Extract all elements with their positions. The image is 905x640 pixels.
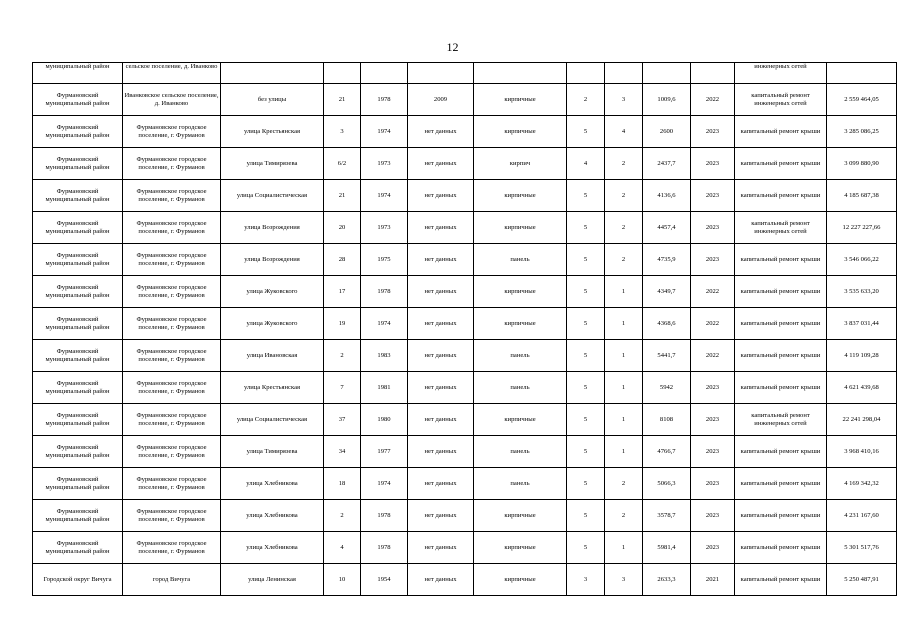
cell-cost: 12 227 227,66 bbox=[827, 212, 897, 244]
cell-cost: 3 285 086,25 bbox=[827, 116, 897, 148]
cell-settlement: Фурмановское городское поселение, г. Фурманов bbox=[123, 308, 221, 340]
cell-year-built: 1974 bbox=[361, 308, 408, 340]
cell-total-area: 2633,3 bbox=[643, 564, 691, 596]
cell-year-commissioned: нет данных bbox=[408, 340, 474, 372]
cell-house-number: 2 bbox=[324, 500, 361, 532]
cell-entrances: 2 bbox=[605, 180, 643, 212]
cell-house-number: 21 bbox=[324, 180, 361, 212]
cell-area: Фурмановский муниципальный район bbox=[33, 276, 123, 308]
cell-area: Фурмановский муниципальный район bbox=[33, 180, 123, 212]
cell-work-type: капитальный ремонт крыши bbox=[735, 372, 827, 404]
cell-cost: 5 250 487,91 bbox=[827, 564, 897, 596]
table-row bbox=[33, 372, 897, 404]
cell-year-commissioned: нет данных bbox=[408, 404, 474, 436]
cell-year-commissioned: нет данных bbox=[408, 148, 474, 180]
cell-settlement: Фурмановское городское поселение, г. Фурманов bbox=[123, 212, 221, 244]
cell-plan-year: 2023 bbox=[691, 500, 735, 532]
cell-year-built: 1975 bbox=[361, 244, 408, 276]
cell-area: муниципальный район bbox=[33, 63, 123, 84]
cell-house-number: 28 bbox=[324, 244, 361, 276]
cell-street: улица Хлебникова bbox=[221, 500, 324, 532]
cell-entrances: 1 bbox=[605, 276, 643, 308]
cell-street: улица Ивановская bbox=[221, 340, 324, 372]
cell-wall-material: кирпичные bbox=[474, 276, 567, 308]
cell-cost: 2 559 464,05 bbox=[827, 84, 897, 116]
cell-house-number: 6/2 bbox=[324, 148, 361, 180]
cell-settlement: Фурмановское городское поселение, г. Фурманов bbox=[123, 340, 221, 372]
cell-year-built: 1973 bbox=[361, 212, 408, 244]
cell-work-type: инженерных сетей bbox=[735, 63, 827, 84]
cell-area: Фурмановский муниципальный район bbox=[33, 84, 123, 116]
cell-work-type: капитальный ремонт инженерных сетей bbox=[735, 212, 827, 244]
cell-work-type: капитальный ремонт крыши bbox=[735, 532, 827, 564]
table-row bbox=[33, 84, 897, 116]
table-row bbox=[33, 500, 897, 532]
cell-area: Фурмановский муниципальный район bbox=[33, 212, 123, 244]
cell-total-area: 4349,7 bbox=[643, 276, 691, 308]
cell-year-commissioned: нет данных bbox=[408, 276, 474, 308]
table-row bbox=[33, 404, 897, 436]
cell-wall-material: кирпичные bbox=[474, 116, 567, 148]
cell-house-number: 17 bbox=[324, 276, 361, 308]
table-row bbox=[33, 564, 897, 596]
cell-settlement: Фурмановское городское поселение, г. Фурманов bbox=[123, 500, 221, 532]
cell-entrances: 1 bbox=[605, 436, 643, 468]
cell-settlement: Фурмановское городское поселение, г. Фурманов bbox=[123, 436, 221, 468]
cell-floors: 5 bbox=[567, 308, 605, 340]
cell-floors: 5 bbox=[567, 500, 605, 532]
cell-year-built: 1974 bbox=[361, 180, 408, 212]
cell-work-type: капитальный ремонт крыши bbox=[735, 116, 827, 148]
cell-wall-material: кирпичные bbox=[474, 404, 567, 436]
cell-floors: 3 bbox=[567, 564, 605, 596]
cell-year-commissioned: нет данных bbox=[408, 500, 474, 532]
cell-work-type: капитальный ремонт крыши bbox=[735, 436, 827, 468]
cell-floors: 5 bbox=[567, 532, 605, 564]
cell-area: Фурмановский муниципальный район bbox=[33, 340, 123, 372]
cell-cost: 22 241 298,04 bbox=[827, 404, 897, 436]
cell-total-area: 4457,4 bbox=[643, 212, 691, 244]
cell-street: улица Тимирязева bbox=[221, 148, 324, 180]
cell-year-commissioned: нет данных bbox=[408, 308, 474, 340]
cell-house-number: 7 bbox=[324, 372, 361, 404]
cell-cost: 4 621 439,68 bbox=[827, 372, 897, 404]
cell-work-type: капитальный ремонт крыши bbox=[735, 148, 827, 180]
cell-year-commissioned: нет данных bbox=[408, 564, 474, 596]
cell-total-area: 5981,4 bbox=[643, 532, 691, 564]
cell-plan-year: 2022 bbox=[691, 308, 735, 340]
cell-year-built: 1978 bbox=[361, 276, 408, 308]
cell-settlement: Фурмановское городское поселение, г. Фурманов bbox=[123, 148, 221, 180]
cell-entrances: 3 bbox=[605, 564, 643, 596]
cell-year-built: 1954 bbox=[361, 564, 408, 596]
cell-settlement: Фурмановское городское поселение, г. Фурманов bbox=[123, 244, 221, 276]
cell-floors: 5 bbox=[567, 372, 605, 404]
cell-cost: 3 535 633,20 bbox=[827, 276, 897, 308]
cell-wall-material: панель bbox=[474, 340, 567, 372]
cell-entrances: 1 bbox=[605, 372, 643, 404]
cell-settlement: Фурмановское городское поселение, г. Фурманов bbox=[123, 372, 221, 404]
cell-floors: 5 bbox=[567, 468, 605, 500]
cell-floors: 4 bbox=[567, 148, 605, 180]
cell-plan-year bbox=[691, 63, 735, 84]
cell-year-built: 1974 bbox=[361, 116, 408, 148]
cell-house-number: 3 bbox=[324, 116, 361, 148]
table-row bbox=[33, 63, 897, 84]
cell-work-type: капитальный ремонт инженерных сетей bbox=[735, 84, 827, 116]
cell-area: Фурмановский муниципальный район bbox=[33, 244, 123, 276]
cell-entrances: 4 bbox=[605, 116, 643, 148]
cell-entrances: 2 bbox=[605, 468, 643, 500]
cell-floors: 5 bbox=[567, 244, 605, 276]
cell-work-type: капитальный ремонт крыши bbox=[735, 340, 827, 372]
cell-house-number: 18 bbox=[324, 468, 361, 500]
cell-year-built: 1983 bbox=[361, 340, 408, 372]
cell-plan-year: 2023 bbox=[691, 532, 735, 564]
cell-total-area: 4136,6 bbox=[643, 180, 691, 212]
cell-work-type: капитальный ремонт крыши bbox=[735, 276, 827, 308]
cell-total-area: 5942 bbox=[643, 372, 691, 404]
cell-settlement: Фурмановское городское поселение, г. Фурманов bbox=[123, 404, 221, 436]
cell-total-area: 5066,3 bbox=[643, 468, 691, 500]
cell-wall-material: кирпичные bbox=[474, 84, 567, 116]
cell-year-built bbox=[361, 63, 408, 84]
cell-year-commissioned: нет данных bbox=[408, 468, 474, 500]
cell-settlement: Фурмановское городское поселение, г. Фурманов bbox=[123, 276, 221, 308]
table-row bbox=[33, 180, 897, 212]
table-row bbox=[33, 212, 897, 244]
cell-entrances: 1 bbox=[605, 532, 643, 564]
cell-work-type: капитальный ремонт инженерных сетей bbox=[735, 404, 827, 436]
cell-wall-material: кирпичные bbox=[474, 532, 567, 564]
cell-year-built: 1978 bbox=[361, 500, 408, 532]
cell-work-type: капитальный ремонт крыши bbox=[735, 468, 827, 500]
cell-entrances: 2 bbox=[605, 148, 643, 180]
cell-settlement: город Вичуга bbox=[123, 564, 221, 596]
cell-street: улица Социалистическая bbox=[221, 180, 324, 212]
cell-total-area: 8108 bbox=[643, 404, 691, 436]
cell-plan-year: 2022 bbox=[691, 276, 735, 308]
cell-year-commissioned: нет данных bbox=[408, 180, 474, 212]
cell-area: Фурмановский муниципальный район bbox=[33, 116, 123, 148]
cell-street: улица Хлебникова bbox=[221, 468, 324, 500]
cell-street: улица Крестьянская bbox=[221, 372, 324, 404]
cell-floors: 5 bbox=[567, 180, 605, 212]
cell-house-number: 37 bbox=[324, 404, 361, 436]
cell-wall-material: кирпичные bbox=[474, 500, 567, 532]
cell-area: Фурмановский муниципальный район bbox=[33, 468, 123, 500]
cell-street: улица Возрождения bbox=[221, 212, 324, 244]
cell-wall-material: кирпичные bbox=[474, 308, 567, 340]
cell-year-commissioned: нет данных bbox=[408, 116, 474, 148]
cell-floors: 5 bbox=[567, 116, 605, 148]
cell-cost: 4 231 167,60 bbox=[827, 500, 897, 532]
table-row bbox=[33, 468, 897, 500]
cell-floors bbox=[567, 63, 605, 84]
cell-plan-year: 2022 bbox=[691, 340, 735, 372]
cell-year-built: 1981 bbox=[361, 372, 408, 404]
cell-street: улица Хлебникова bbox=[221, 532, 324, 564]
cell-street: улица Возрождения bbox=[221, 244, 324, 276]
cell-year-built: 1977 bbox=[361, 436, 408, 468]
cell-wall-material: панель bbox=[474, 436, 567, 468]
cell-area: Фурмановский муниципальный район bbox=[33, 404, 123, 436]
cell-house-number: 19 bbox=[324, 308, 361, 340]
cell-year-commissioned: нет данных bbox=[408, 436, 474, 468]
cell-cost: 5 301 517,76 bbox=[827, 532, 897, 564]
cell-total-area bbox=[643, 63, 691, 84]
cell-house-number: 34 bbox=[324, 436, 361, 468]
cell-year-built: 1980 bbox=[361, 404, 408, 436]
cell-settlement: Фурмановское городское поселение, г. Фурманов bbox=[123, 468, 221, 500]
cell-year-commissioned: нет данных bbox=[408, 244, 474, 276]
cell-street: улица Жуковского bbox=[221, 308, 324, 340]
cell-work-type: капитальный ремонт крыши bbox=[735, 180, 827, 212]
cell-year-built: 1978 bbox=[361, 84, 408, 116]
cell-floors: 5 bbox=[567, 404, 605, 436]
housing-repair-table bbox=[32, 62, 897, 596]
cell-area: Городской округ Вичуга bbox=[33, 564, 123, 596]
cell-entrances: 1 bbox=[605, 404, 643, 436]
cell-entrances: 3 bbox=[605, 84, 643, 116]
cell-entrances: 1 bbox=[605, 340, 643, 372]
cell-year-built: 1974 bbox=[361, 468, 408, 500]
cell-total-area: 4735,9 bbox=[643, 244, 691, 276]
cell-total-area: 1009,6 bbox=[643, 84, 691, 116]
cell-house-number bbox=[324, 63, 361, 84]
cell-settlement: Иванковское сельское поселение, д. Иванково bbox=[123, 84, 221, 116]
cell-settlement: Фурмановское городское поселение, г. Фурманов bbox=[123, 116, 221, 148]
cell-street: улица Жуковского bbox=[221, 276, 324, 308]
cell-total-area: 2600 bbox=[643, 116, 691, 148]
cell-street: улица Ленинская bbox=[221, 564, 324, 596]
cell-house-number: 2 bbox=[324, 340, 361, 372]
cell-plan-year: 2021 bbox=[691, 564, 735, 596]
cell-work-type: капитальный ремонт крыши bbox=[735, 244, 827, 276]
cell-area: Фурмановский муниципальный район bbox=[33, 500, 123, 532]
cell-wall-material: кирпич bbox=[474, 148, 567, 180]
cell-house-number: 10 bbox=[324, 564, 361, 596]
cell-wall-material: кирпичные bbox=[474, 212, 567, 244]
cell-work-type: капитальный ремонт крыши bbox=[735, 308, 827, 340]
cell-total-area: 4766,7 bbox=[643, 436, 691, 468]
cell-cost: 4 119 109,28 bbox=[827, 340, 897, 372]
cell-entrances: 2 bbox=[605, 244, 643, 276]
cell-cost: 4 185 687,38 bbox=[827, 180, 897, 212]
cell-settlement: сельское поселение, д. Иванково bbox=[123, 63, 221, 84]
cell-area: Фурмановский муниципальный район bbox=[33, 436, 123, 468]
cell-plan-year: 2023 bbox=[691, 244, 735, 276]
cell-total-area: 5441,7 bbox=[643, 340, 691, 372]
cell-year-commissioned: нет данных bbox=[408, 372, 474, 404]
cell-wall-material: панель bbox=[474, 244, 567, 276]
cell-cost bbox=[827, 63, 897, 84]
cell-floors: 2 bbox=[567, 84, 605, 116]
cell-house-number: 20 bbox=[324, 212, 361, 244]
cell-wall-material: панель bbox=[474, 468, 567, 500]
cell-plan-year: 2023 bbox=[691, 468, 735, 500]
cell-floors: 5 bbox=[567, 436, 605, 468]
cell-plan-year: 2023 bbox=[691, 372, 735, 404]
cell-year-commissioned bbox=[408, 63, 474, 84]
table-row bbox=[33, 436, 897, 468]
cell-wall-material: панель bbox=[474, 372, 567, 404]
cell-plan-year: 2023 bbox=[691, 148, 735, 180]
cell-year-commissioned: нет данных bbox=[408, 532, 474, 564]
cell-street bbox=[221, 63, 324, 84]
cell-year-built: 1973 bbox=[361, 148, 408, 180]
table-row bbox=[33, 244, 897, 276]
cell-floors: 5 bbox=[567, 340, 605, 372]
cell-plan-year: 2023 bbox=[691, 436, 735, 468]
cell-year-commissioned: 2009 bbox=[408, 84, 474, 116]
cell-wall-material: кирпичные bbox=[474, 180, 567, 212]
cell-entrances: 2 bbox=[605, 500, 643, 532]
table-row bbox=[33, 148, 897, 180]
cell-settlement: Фурмановское городское поселение, г. Фурманов bbox=[123, 180, 221, 212]
cell-entrances bbox=[605, 63, 643, 84]
cell-street: улица Крестьянская bbox=[221, 116, 324, 148]
cell-year-commissioned: нет данных bbox=[408, 212, 474, 244]
cell-cost: 4 169 342,32 bbox=[827, 468, 897, 500]
cell-plan-year: 2023 bbox=[691, 212, 735, 244]
cell-house-number: 21 bbox=[324, 84, 361, 116]
cell-total-area: 3578,7 bbox=[643, 500, 691, 532]
cell-street: улица Социалистическая bbox=[221, 404, 324, 436]
cell-entrances: 1 bbox=[605, 308, 643, 340]
table-row bbox=[33, 116, 897, 148]
table-row bbox=[33, 276, 897, 308]
cell-wall-material: кирпичные bbox=[474, 564, 567, 596]
cell-cost: 3 968 410,16 bbox=[827, 436, 897, 468]
cell-cost: 3 099 880,90 bbox=[827, 148, 897, 180]
cell-cost: 3 546 066,22 bbox=[827, 244, 897, 276]
page-number: 12 bbox=[446, 40, 459, 54]
cell-plan-year: 2022 bbox=[691, 84, 735, 116]
cell-entrances: 2 bbox=[605, 212, 643, 244]
cell-cost: 3 837 031,44 bbox=[827, 308, 897, 340]
cell-plan-year: 2023 bbox=[691, 180, 735, 212]
cell-settlement: Фурмановское городское поселение, г. Фурманов bbox=[123, 532, 221, 564]
cell-floors: 5 bbox=[567, 276, 605, 308]
cell-total-area: 2437,7 bbox=[643, 148, 691, 180]
cell-plan-year: 2023 bbox=[691, 116, 735, 148]
cell-work-type: капитальный ремонт крыши bbox=[735, 500, 827, 532]
cell-wall-material bbox=[474, 63, 567, 84]
cell-year-built: 1978 bbox=[361, 532, 408, 564]
cell-work-type: капитальный ремонт крыши bbox=[735, 564, 827, 596]
cell-floors: 5 bbox=[567, 212, 605, 244]
cell-house-number: 4 bbox=[324, 532, 361, 564]
cell-street: без улицы bbox=[221, 84, 324, 116]
cell-area: Фурмановский муниципальный район bbox=[33, 532, 123, 564]
cell-area: Фурмановский муниципальный район bbox=[33, 148, 123, 180]
cell-plan-year: 2023 bbox=[691, 404, 735, 436]
table-row bbox=[33, 532, 897, 564]
cell-area: Фурмановский муниципальный район bbox=[33, 372, 123, 404]
cell-total-area: 4368,6 bbox=[643, 308, 691, 340]
table-row bbox=[33, 308, 897, 340]
cell-area: Фурмановский муниципальный район bbox=[33, 308, 123, 340]
cell-street: улица Тимирязева bbox=[221, 436, 324, 468]
table-row bbox=[33, 340, 897, 372]
